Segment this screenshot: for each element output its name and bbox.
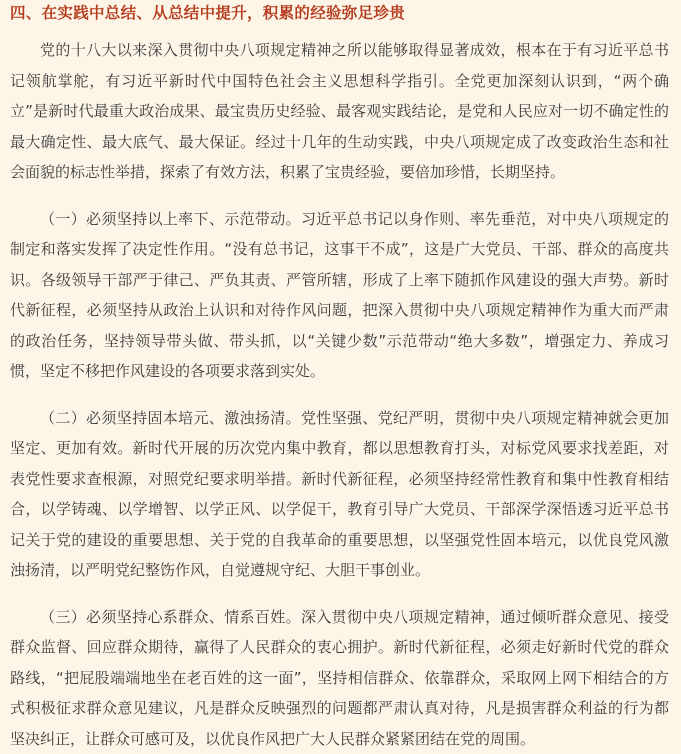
paragraph-point-1: （一）必须坚持以上率下、示范带动。习近平总书记以身作则、率先垂范，对中央八项规定的制定和落实发挥了决定性作用。“没有总书记，这事干不成”，这是广大党员、干部、群众的高度共识。各级领导干部严于律己、严负其责、严管所辖，形成了上率下随抓作风建设的强大声势。新时代新征程，必须坚持从政治上认识和对待作风问题，把深入贯彻中央八项规定精神作为重大而严肃的政治任务，坚持领导带头做、带头抓，以“关键少数”示范带动“绝大多数”，增强定力、养成习惯，坚定不移把作风建设的各项要求落到实处。 (10, 204, 669, 387)
paragraph-point-3: （三）必须坚持心系群众、情系百姓。深入贯彻中央八项规定精神，通过倾听群众意见、接受群众监督、回应群众期待，赢得了人民群众的衷心拥护。新时代新征程，必须走好新时代党的群众路线，“把屁股端端地坐在老百姓的这一面”，坚持相信群众、依靠群众，采取网上网下相结合的方式积极征求群众意见建议，凡是群众反映强烈的问题都严肃认真对待，凡是损害群众利益的行为都坚决纠正，让群众可感可及，以优良作风把广大人民群众紧紧团结在党的周围。 (10, 602, 669, 754)
paragraph-point-2: （二）必须坚持固本培元、激浊扬清。党性坚强、党纪严明，贯彻中央八项规定精神就会更加坚定、更加有效。新时代开展的历次党内集中教育，都以思想教育打头，对标党风要求找差距，对表党性要求查根源，对照党纪要求明举措。新时代新征程，必须坚持经常性教育和集中性教育相结合，以学铸魂、以学增智、以学正风、以学促干，教育引导广大党员、干部深学深悟透习近平总书记关于党的建设的重要思想、关于党的自我革命的重要思想，以坚强党性固本培元，以优良党风激浊扬清，以严明党纪整饬作风，自觉遵规守纪、大胆干事创业。 (10, 403, 669, 586)
paragraph-intro: 党的十八大以来深入贯彻中央八项规定精神之所以能够取得显著成效，根本在于有习近平总书记领航掌舵，有习近平新时代中国特色社会主义思想科学指引。全党更加深刻认识到，“两个确立”是新时代最重大政治成果、最宝贵历史经验、最客观实践结论，是党和人民应对一切不确定性的最大确定性、最大底气、最大保证。经过十几年的生动实践，中央八项规定成了改变政治生态和社会面貌的标志性举措，探索了有效方法，积累了宝贵经验，要倍加珍惜，长期坚持。 (10, 35, 669, 188)
section-heading: 四、在实践中总结、从总结中提升，积累的经验弥足珍贵 (10, 0, 669, 28)
